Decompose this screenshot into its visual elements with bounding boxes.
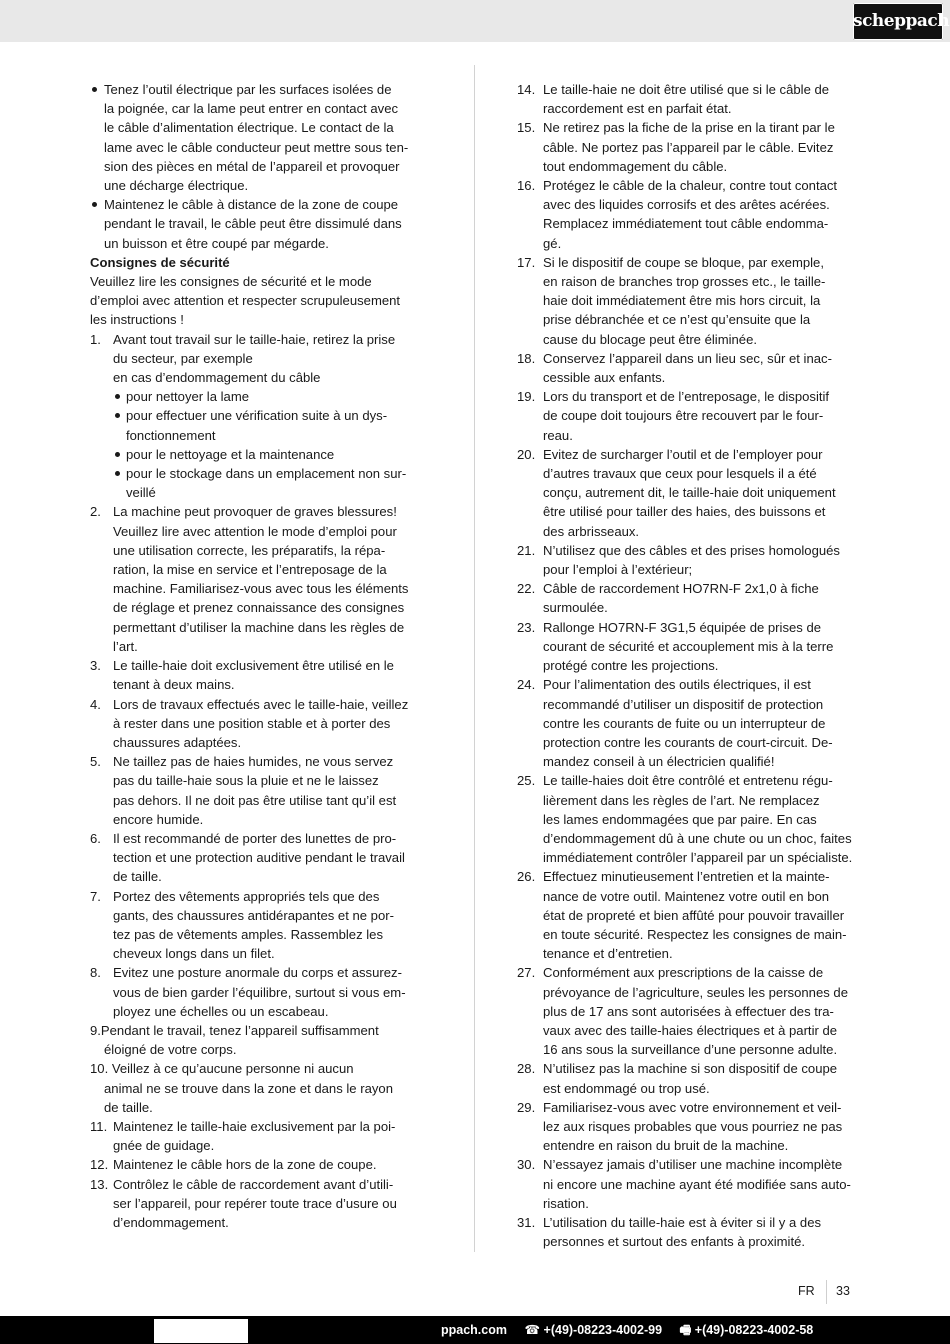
line-text: N’essayez jamais d’utiliser une machine incomplète: [543, 1157, 843, 1173]
line-text: une décharge électrique.: [104, 178, 249, 194]
line-text: être utilisé pour tailler des haies, des buissons et: [543, 504, 826, 520]
text-line: [90, 541, 435, 560]
line-text: Conformément aux prescriptions de la caisse de: [543, 965, 824, 981]
line-text: d’emploi avec attention et respecter scrupuleusement: [90, 293, 401, 309]
line-text: Le taille-haie doit exclusivement être utilisé en le: [113, 658, 394, 674]
line-text: protection contre les courants de court-circuit. De-: [543, 734, 833, 750]
text-line: [517, 560, 862, 579]
text-line: [517, 272, 862, 291]
line-text: 16 ans sous la surveillance d’une personne adulte.: [543, 1042, 838, 1058]
line-text: haie doit immédiatement être mis hors circuit, la: [543, 293, 821, 309]
text-line: [90, 310, 435, 329]
text-line: [517, 752, 862, 771]
text-line: [517, 330, 862, 349]
line-text: 9.Pendant le travail, tenez l’appareil suffisamment: [90, 1022, 379, 1038]
text-line: [517, 522, 862, 541]
item-number: 1.: [90, 331, 101, 347]
line-text: Le taille-haies doit être contrôlé et entretenu régu-: [543, 773, 833, 789]
text-line: [517, 1117, 862, 1136]
line-text: machine. Familiarisez-vous avec tous les éléments: [113, 581, 409, 597]
section-heading: [90, 253, 435, 272]
line-text: gants, des chaussures antidérapantes et ne por-: [113, 907, 394, 923]
item-number: 30.: [517, 1157, 536, 1173]
text-line: [517, 829, 862, 848]
text-line: [517, 675, 862, 694]
text-line: [517, 963, 862, 982]
text-line: [517, 1021, 862, 1040]
text-line: [90, 426, 435, 445]
line-text: pendant le travail, le câble peut être dissimulé dans: [104, 216, 402, 232]
text-line: [90, 848, 435, 867]
line-text: mandez conseil à un électricien qualifié!: [543, 754, 775, 770]
text-line: [90, 675, 435, 694]
text-line: [90, 195, 435, 214]
line-text: cheveux longs dans un filet.: [113, 946, 275, 962]
text-line: [90, 118, 435, 137]
text-line: [90, 752, 435, 771]
text-line: [90, 925, 435, 944]
text-line: [517, 791, 862, 810]
line-text: d’endommagement dû à une chute ou un choc, faites: [543, 830, 852, 846]
text-line: [517, 406, 862, 425]
item-number: 21.: [517, 542, 536, 558]
line-text: ployez une échelles ou un escabeau.: [113, 1003, 329, 1019]
line-text: nance de votre outil. Maintenez votre outil en bon: [543, 888, 830, 904]
text-line: [90, 867, 435, 886]
text-line: [90, 829, 435, 848]
item-number: 7.: [90, 888, 101, 904]
item-number: 14.: [517, 82, 536, 97]
text-line: [90, 157, 435, 176]
text-line: [90, 983, 435, 1002]
line-text: tection et une protection auditive pendant le travail: [113, 850, 405, 866]
text-line: [517, 176, 862, 195]
line-text: pour l’emploi à l’extérieur;: [543, 562, 693, 578]
right-column: [517, 80, 862, 1251]
item-number: 15.: [517, 120, 536, 136]
line-text: lame avec le câble conducteur peut mettre sous ten-: [104, 139, 409, 155]
text-line: [517, 733, 862, 752]
text-line: [517, 714, 862, 733]
text-line: [517, 1040, 862, 1059]
text-line: [90, 906, 435, 925]
text-line: [90, 1021, 435, 1040]
line-text: Conservez l’appareil dans un lieu sec, sûr et inac-: [543, 350, 832, 366]
column-divider: [474, 65, 475, 1252]
line-text: Consignes de sécurité: [90, 254, 230, 270]
text-line: [517, 214, 862, 233]
line-text: des arbrisseaux.: [543, 523, 640, 539]
line-text: encore humide.: [113, 811, 204, 827]
item-number: 28.: [517, 1061, 536, 1077]
text-line: [90, 1213, 435, 1232]
line-text: gnée de guidage.: [113, 1138, 215, 1154]
text-line: [90, 963, 435, 982]
line-text: lièrement dans les règles de l’art. Ne remplacez: [543, 792, 820, 808]
line-text: Rallonge HO7RN-F 3G1,5 équipée de prises de: [543, 619, 822, 635]
text-line: [90, 887, 435, 906]
text-line: [517, 426, 862, 445]
line-text: cause du blocage peut être éliminée.: [543, 331, 758, 347]
line-text: ser l’appareil, pour repérer toute trace d’usure ou: [113, 1195, 397, 1211]
line-text: Veuillez lire avec attention le mode d’emploi pour: [113, 523, 397, 539]
line-text: entendre en raison du bruit de la machine.: [543, 1138, 789, 1154]
item-number: 11.: [90, 1118, 108, 1134]
text-line: [90, 272, 435, 291]
line-text: Ne taillez pas de haies humides, ne vous servez: [113, 754, 394, 770]
item-number: 6.: [90, 830, 101, 846]
line-text: de taille.: [113, 869, 162, 885]
line-text: en toute sécurité. Respectez les consignes de main-: [543, 926, 847, 942]
text-line: [90, 1136, 435, 1155]
text-line: [90, 560, 435, 579]
line-text: Familiarisez-vous avec votre environnement et veil-: [543, 1099, 842, 1115]
text-line: [90, 483, 435, 502]
line-text: Il est recommandé de porter des lunettes de pro-: [113, 830, 397, 846]
item-number: 24.: [517, 677, 536, 693]
text-line: [90, 406, 435, 425]
item-number: 8.: [90, 965, 101, 981]
line-text: Remplacez immédiatement tout câble endomma-: [543, 216, 829, 232]
text-line: [90, 579, 435, 598]
line-text: surmoulée.: [543, 600, 608, 616]
line-text: à rester dans une position stable et à porter des: [113, 715, 391, 731]
line-text: câble. Ne portez pas l’appareil par le câble. Evitez: [543, 139, 834, 155]
text-line: [517, 1194, 862, 1213]
item-number: 20.: [517, 446, 536, 462]
text-line: [90, 944, 435, 963]
text-line: [90, 1175, 435, 1194]
text-line: [517, 1136, 862, 1155]
text-line: [517, 1232, 862, 1251]
text-line: [517, 1175, 862, 1194]
item-number: 22.: [517, 581, 536, 597]
line-text: les instructions !: [90, 312, 184, 328]
line-text: un buisson et être coupé par mégarde.: [104, 235, 329, 251]
text-line: [90, 1117, 435, 1136]
line-text: Protégez le câble de la chaleur, contre tout contact: [543, 178, 838, 194]
line-text: d’endommagement.: [113, 1214, 229, 1230]
item-number: 12.: [90, 1157, 109, 1173]
text-line: [517, 502, 862, 521]
text-line: [90, 291, 435, 310]
line-text: pas du taille-haie sous la pluie et ne le laissez: [113, 773, 379, 789]
text-line: [90, 368, 435, 387]
line-text: permettant d’utiliser la machine dans les règles de: [113, 619, 405, 635]
line-text: la poignée, car la lame peut entrer en contact avec: [104, 101, 399, 117]
text-line: [90, 695, 435, 714]
line-text: Maintenez le taille-haie exclusivement par la poi-: [113, 1118, 396, 1134]
text-line: [517, 99, 862, 118]
line-text: raccordement est en parfait état.: [543, 101, 732, 117]
line-text: éloigné de votre corps.: [104, 1042, 237, 1058]
text-line: [517, 1002, 862, 1021]
line-text: veillé: [126, 485, 156, 501]
line-text: L’utilisation du taille-haie est à éviter si il y a des: [543, 1214, 822, 1230]
item-number: 26.: [517, 869, 536, 885]
line-text: Evitez une posture anormale du corps et assurez-: [113, 965, 402, 981]
top-header-bar: [0, 0, 950, 42]
text-line: [90, 1002, 435, 1021]
line-text: contre les courants de fuite ou un interrupteur de: [543, 715, 826, 731]
line-text: les lames endommagées que par paire. En cas: [543, 811, 817, 827]
text-line: [90, 1098, 435, 1117]
text-line: [517, 138, 862, 157]
line-text: d’autres travaux que ceux pour lesquels il a été: [543, 466, 817, 482]
text-line: [517, 656, 862, 675]
item-number: 16.: [517, 178, 536, 194]
line-text: Le taille-haie ne doit être utilisé que si le câble de: [543, 82, 830, 97]
line-text: en raison de branches trop grosses etc., le taille-: [543, 274, 826, 290]
line-text: Si le dispositif de coupe se bloque, par exemple,: [543, 254, 824, 270]
line-text: tenance et d’entretien.: [543, 946, 673, 962]
line-text: N’utilisez que des câbles et des prises homologués: [543, 542, 840, 558]
line-text: Tenez l’outil électrique par les surfaces isolées de: [104, 82, 392, 97]
text-line: [517, 1213, 862, 1232]
line-text: Pour l’alimentation des outils électriques, il est: [543, 677, 811, 693]
line-text: pas dehors. Il ne doit pas être utilise tant qu’il est: [113, 792, 397, 808]
line-text: état de propreté et bien affûté pour pouvoir travailler: [543, 907, 845, 923]
text-line: [517, 541, 862, 560]
text-line: [517, 983, 862, 1002]
text-line: [90, 464, 435, 483]
item-number: 17.: [517, 254, 536, 270]
text-line: [517, 771, 862, 790]
text-line: [517, 944, 862, 963]
text-line: [517, 848, 862, 867]
line-text: prise débranchée et ce n’est qu’ensuite que la: [543, 312, 811, 328]
website-text: ppach.com: [441, 1323, 507, 1337]
text-line: [517, 887, 862, 906]
line-text: Evitez de surcharger l’outil et de l’employer pour: [543, 446, 823, 462]
text-line: [517, 349, 862, 368]
line-text: une utilisation correcte, les préparatifs, la répa-: [113, 542, 386, 558]
text-line: [90, 176, 435, 195]
text-line: [90, 618, 435, 637]
text-line: [90, 791, 435, 810]
text-line: [517, 598, 862, 617]
line-text: pour effectuer une vérification suite à un dys-: [126, 408, 388, 424]
item-number: 19.: [517, 389, 536, 405]
line-text: Effectuez minutieusement l’entretien et la mainte-: [543, 869, 830, 885]
text-line: [517, 234, 862, 253]
text-line: [517, 310, 862, 329]
text-line: [90, 349, 435, 368]
text-line: [517, 925, 862, 944]
text-line: [90, 1155, 435, 1174]
text-line: [517, 695, 862, 714]
text-line: [517, 906, 862, 925]
line-text: pour nettoyer la lame: [126, 389, 250, 405]
line-text: La machine peut provoquer de graves blessures!: [113, 504, 397, 520]
phone-text: ☎ +(49)-08223-4002-99: [524, 1323, 663, 1337]
text-line: [90, 1194, 435, 1213]
text-line: [90, 810, 435, 829]
line-text: plus de 17 ans sont autorisées à effectuer des tra-: [543, 1003, 834, 1019]
item-number: 3.: [90, 658, 101, 674]
line-text: tez pas de vêtements amples. Rassemblez les: [113, 926, 384, 942]
text-line: [90, 733, 435, 752]
text-line: [517, 618, 862, 637]
text-line: [517, 1079, 862, 1098]
item-number: 31.: [517, 1214, 536, 1230]
left-column: [90, 80, 435, 1232]
line-text: de taille.: [104, 1099, 153, 1115]
text-line: [90, 330, 435, 349]
line-text: recommandé d’utiliser un dispositif de protection: [543, 696, 824, 712]
item-number: 29.: [517, 1099, 536, 1115]
line-text: prévoyance de l’agriculture, seules les personnes de: [543, 984, 848, 1000]
bottom-white-box: [154, 1319, 248, 1343]
contact-info: [441, 1321, 827, 1342]
line-text: Lors du transport et de l’entreposage, le dispositif: [543, 389, 830, 405]
line-text: pour le nettoyage et la maintenance: [126, 446, 335, 462]
line-text: personnes et surtout des enfants à proximité.: [543, 1234, 806, 1250]
language-code: FR: [798, 1284, 815, 1298]
fax-text: 🖷 +(49)-08223-4002-58: [679, 1323, 814, 1337]
line-text: fonctionnement: [126, 427, 216, 443]
item-number: 5.: [90, 754, 101, 770]
line-text: Contrôlez le câble de raccordement avant d’utili-: [113, 1176, 394, 1192]
text-line: [517, 1098, 862, 1117]
text-line: [517, 387, 862, 406]
footer-separator: [826, 1280, 827, 1304]
line-text: Câble de raccordement HO7RN-F 2x1,0 à fiche: [543, 581, 819, 597]
text-line: [517, 1059, 862, 1078]
text-line: [90, 714, 435, 733]
text-line: [517, 810, 862, 829]
text-line: [90, 656, 435, 675]
line-text: de réglage et prenez connaissance des consignes: [113, 600, 405, 616]
text-line: [90, 522, 435, 541]
line-text: pour le stockage dans un emplacement non sur-: [126, 466, 407, 482]
text-line: [90, 1059, 435, 1078]
item-number: 23.: [517, 619, 536, 635]
item-number: 18.: [517, 350, 536, 366]
line-text: ration, la mise en service et l’entreposage de la: [113, 562, 387, 578]
line-text: risation.: [543, 1195, 589, 1211]
text-line: [90, 80, 435, 99]
text-line: [90, 771, 435, 790]
text-line: [517, 157, 862, 176]
line-text: Veuillez lire les consignes de sécurité et le mode: [90, 274, 372, 290]
line-text: 10. Veillez à ce qu’aucune personne ni aucun: [90, 1061, 354, 1077]
line-text: courant de sécurité et accouplement mis à la terre: [543, 638, 834, 654]
text-line: [90, 598, 435, 617]
text-line: [517, 253, 862, 272]
page-number: 33: [836, 1284, 850, 1298]
line-text: gé.: [543, 235, 562, 251]
line-text: Maintenez le câble à distance de la zone de coupe: [104, 197, 399, 213]
text-line: [517, 483, 862, 502]
line-text: reau.: [543, 427, 573, 443]
text-line: [517, 1155, 862, 1174]
text-line: [517, 579, 862, 598]
text-line: [90, 1040, 435, 1059]
text-line: [517, 291, 862, 310]
line-text: tout endommagement du câble.: [543, 158, 728, 174]
line-text: du secteur, par exemple: [113, 350, 253, 366]
line-text: est endommagé ou trop usé.: [543, 1080, 710, 1096]
line-text: Portez des vêtements appropriés tels que des: [113, 888, 380, 904]
item-number: 25.: [517, 773, 536, 789]
line-text: lez aux risques probables que vous pourriez ne pas: [543, 1118, 843, 1134]
text-line: [90, 387, 435, 406]
text-line: [90, 637, 435, 656]
text-line: [90, 502, 435, 521]
text-line: [90, 99, 435, 118]
item-number: 4.: [90, 696, 101, 712]
line-text: vaux avec des taille-haies électriques et à partir de: [543, 1022, 838, 1038]
line-text: Avant tout travail sur le taille-haie, retirez la prise: [113, 331, 396, 347]
line-text: vous de bien garder l’équilibre, surtout si vous em-: [113, 984, 406, 1000]
line-text: avec des liquides corrosifs et des arêtes acérées.: [543, 197, 830, 213]
line-text: cessible aux enfants.: [543, 370, 666, 386]
item-number: 2.: [90, 504, 101, 520]
item-number: 27.: [517, 965, 536, 981]
line-text: l’art.: [113, 638, 138, 654]
line-text: Lors de travaux effectués avec le taille-haie, veillez: [113, 696, 409, 712]
text-line: [90, 138, 435, 157]
line-text: conçu, autrement dit, le taille-haie doit uniquement: [543, 485, 836, 501]
text-line: [517, 464, 862, 483]
line-text: protégé contre les projections.: [543, 658, 719, 674]
text-line: [90, 1079, 435, 1098]
line-text: Maintenez le câble hors de la zone de coupe.: [113, 1157, 377, 1173]
line-text: tenant à deux mains.: [113, 677, 235, 693]
line-text: le câble d’alimentation électrique. Le contact de la: [104, 120, 394, 136]
text-line: [517, 637, 862, 656]
brand-logo: scheppach: [853, 3, 943, 40]
line-text: en cas d’endommagement du câble: [113, 370, 321, 386]
item-number: 13.: [90, 1176, 109, 1192]
line-text: de coupe doit toujours être recouvert par le four-: [543, 408, 824, 424]
line-text: sion des pièces en métal de l’appareil et provoquer: [104, 158, 400, 174]
text-line: [517, 195, 862, 214]
line-text: immédiatement contrôler l’appareil par un spécialiste.: [543, 850, 853, 866]
line-text: Ne retirez pas la fiche de la prise en la tirant par le: [543, 120, 835, 136]
text-line: [517, 118, 862, 137]
text-line: [90, 214, 435, 233]
text-line: [90, 234, 435, 253]
text-line: [517, 867, 862, 886]
line-text: animal ne se trouve dans la zone et dans le rayon: [104, 1080, 393, 1096]
line-text: chaussures adaptées.: [113, 734, 242, 750]
line-text: N’utilisez pas la machine si son dispositif de coupe: [543, 1061, 838, 1077]
line-text: ni encore une machine ayant été modifiée sans auto-: [543, 1176, 851, 1192]
text-line: [517, 445, 862, 464]
text-line: [517, 80, 862, 99]
text-line: [517, 368, 862, 387]
text-line: [90, 445, 435, 464]
